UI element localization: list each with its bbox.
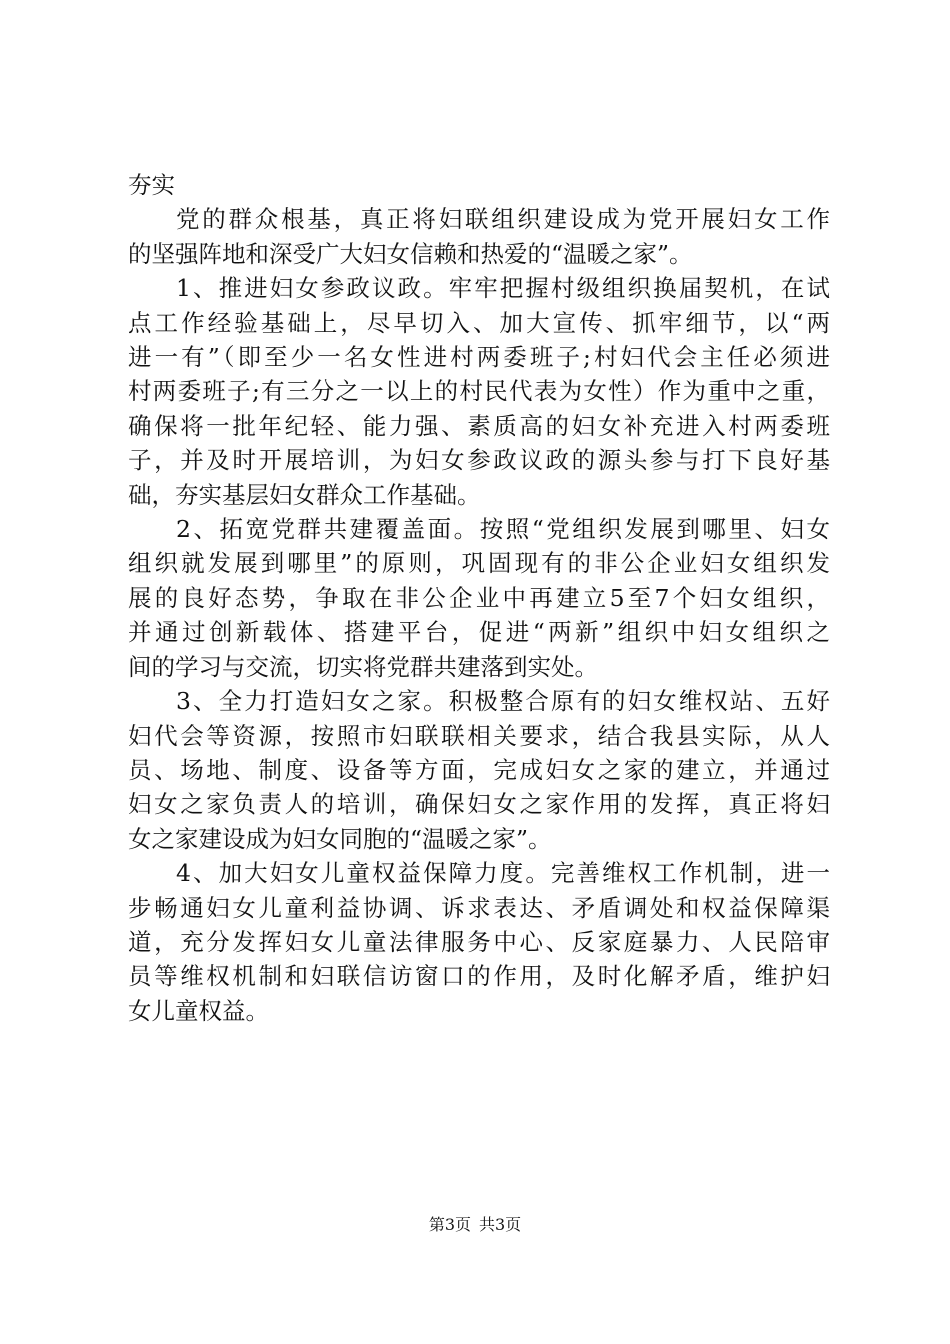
page-number: 第3页	[428, 1215, 471, 1234]
text-line: 夯实	[128, 171, 175, 199]
text-line: 子，并及时开展培训，为妇女参政议政的源头参与打下良好基	[128, 446, 830, 475]
page-footer	[0, 1214, 950, 1236]
text-line: 点工作经验基础上，尽早切入、加大宣传、抓牢细节，以“两	[128, 308, 830, 337]
paragraph-first-line: 党的群众根基，真正将妇联组织建设成为党开展妇女工作	[176, 205, 830, 234]
text-line: 村两委班子;有三分之一以上的村民代表为女性）作为重中之重，	[128, 377, 830, 406]
text-line: 间的学习与交流，切实将党群共建落到实处。	[128, 652, 598, 681]
text-line: 女儿童权益。	[128, 996, 269, 1025]
page-total: 共3页	[479, 1215, 522, 1234]
text-line: 步畅通妇女儿童利益协调、诉求表达、矛盾调处和权益保障渠	[128, 893, 830, 922]
text-line: 并通过创新载体、搭建平台，促进“两新”组织中妇女组织之	[128, 618, 830, 647]
text-line: 展的良好态势，争取在非公企业中再建立5至7个妇女组织，	[128, 583, 830, 612]
document-body	[128, 168, 830, 1028]
paragraph-first-line: 3、全力打造妇女之家。积极整合原有的妇女维权站、五好	[176, 687, 830, 716]
paragraph-first-line: 2、拓宽党群共建覆盖面。按照“党组织发展到哪里、妇女	[176, 515, 830, 544]
paragraph-first-line: 4、加大妇女儿童权益保障力度。完善维权工作机制，进一	[176, 859, 830, 888]
text-line: 进一有”（即至少一名女性进村两委班子;村妇代会主任必须进	[128, 343, 830, 372]
paragraph-first-line: 1、推进妇女参政议政。牢牢把握村级组织换届契机，在试	[176, 274, 830, 303]
text-line: 员等维权机制和妇联信访窗口的作用，及时化解矛盾，维护妇	[128, 962, 830, 991]
text-line: 确保将一批年纪轻、能力强、素质高的妇女补充进入村两委班	[128, 411, 830, 440]
text-line: 女之家建设成为妇女同胞的“温暖之家”。	[128, 824, 552, 853]
text-line: 础，夯实基层妇女群众工作基础。	[128, 480, 481, 509]
text-line: 员、场地、制度、设备等方面，完成妇女之家的建立，并通过	[128, 755, 830, 784]
text-line: 的坚强阵地和深受广大妇女信赖和热爱的“温暖之家”。	[128, 239, 693, 268]
text-line: 组织就发展到哪里”的原则，巩固现有的非公企业妇女组织发	[128, 549, 830, 578]
text-line: 道，充分发挥妇女儿童法律服务中心、反家庭暴力、人民陪审	[128, 927, 830, 956]
text-line: 妇代会等资源，按照市妇联联相关要求，结合我县实际，从人	[128, 721, 830, 750]
text-line: 妇女之家负责人的培训，确保妇女之家作用的发挥，真正将妇	[128, 790, 830, 819]
